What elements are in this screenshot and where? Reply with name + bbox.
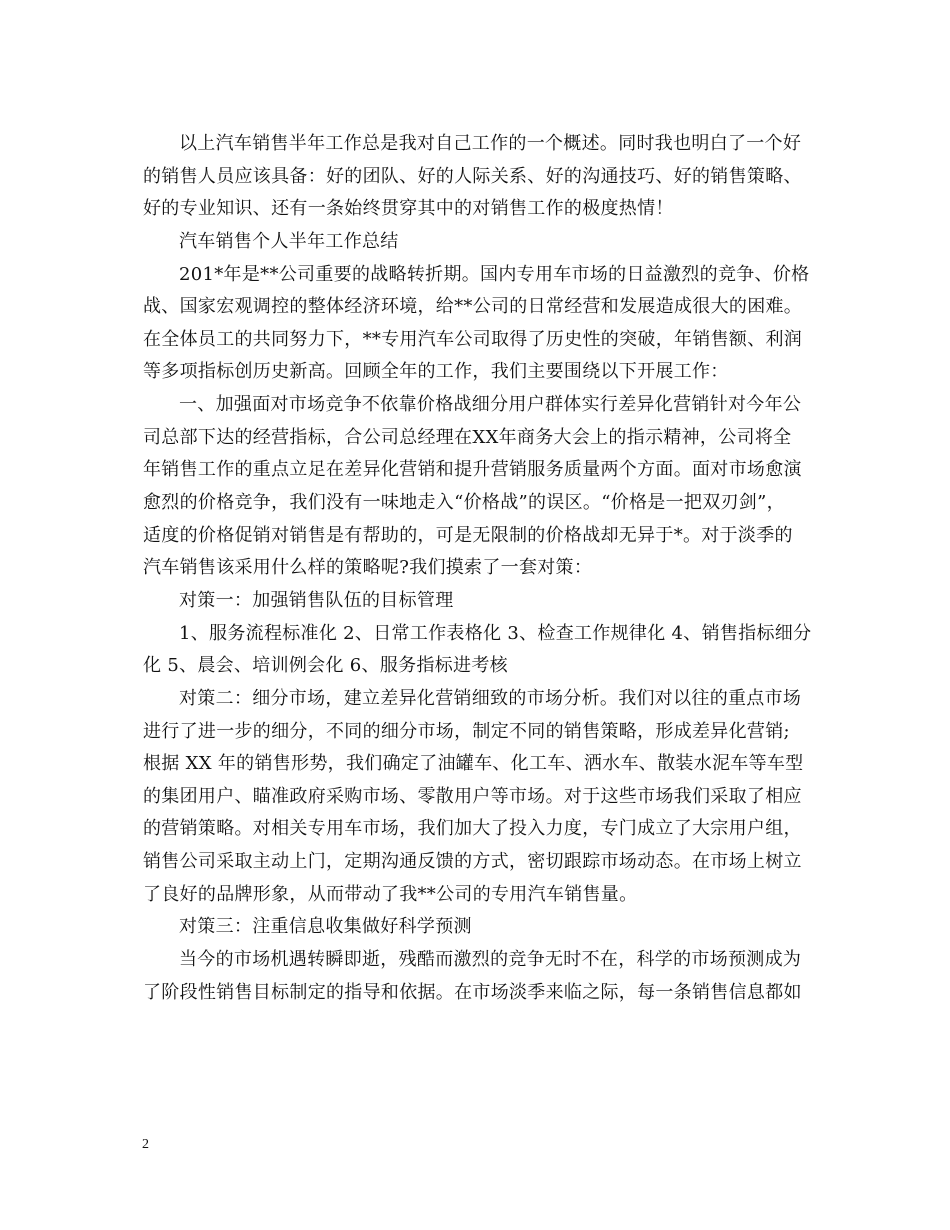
text-line: 的销售人员应该具备：好的团队、好的人际关系、好的沟通技巧、好的销售策略、 xyxy=(143,165,802,187)
text-line: 销售公司采取主动上门，定期沟通反馈的方式，密切跟踪市场动态。在市场上树立 xyxy=(143,851,802,873)
text-line: 司总部下达的经营指标，合公司总经理在XX年商务大会上的指示精神，公司将全 xyxy=(143,426,792,448)
text-line: 年销售工作的重点立足在差异化营销和提升营销服务质量两个方面。面对市场愈演 xyxy=(143,459,802,481)
text-line: 的集团用户、瞄准政府采购市场、零散用户等市场。对于这些市场我们采取了相应 xyxy=(143,785,802,807)
text-line: 愈烈的价格竞争，我们没有一味地走入“价格战”的误区。“价格是一把双刃剑”， xyxy=(143,492,785,514)
text-line: 201*年是**公司重要的战略转折期。国内专用车市场的日益激烈的竞争、价格 xyxy=(179,263,810,285)
text-line: 1、服务流程标准化 2、日常工作表格化 3、检查工作规律化 4、销售指标细分 xyxy=(179,622,812,644)
text-line: 汽车销售个人半年工作总结 xyxy=(179,230,399,252)
text-line: 根据 XX 年的销售形势，我们确定了油罐车、化工车、洒水车、散装水泥车等车型 xyxy=(143,753,804,775)
text-line: 进行了进一步的细分，不同的细分市场，制定不同的销售策略，形成差异化营销; xyxy=(143,720,790,742)
text-line: 等多项指标创历史新高。回顾全年的工作，我们主要围绕以下开展工作： xyxy=(143,361,729,383)
text-line: 好的专业知识、还有一条始终贯穿其中的对销售工作的极度热情！ xyxy=(143,198,674,220)
text-line: 以上汽车销售半年工作总是我对自己工作的一个概述。同时我也明白了一个好 xyxy=(179,133,802,154)
text-line: 化 5、晨会、培训例会化 6、服务指标进考核 xyxy=(143,655,508,677)
text-line: 了阶段性销售目标制定的指导和依据。在市场淡季来临之际，每一条销售信息都如 xyxy=(143,981,802,1003)
text-line: 对策三：注重信息收集做好科学预测 xyxy=(179,916,472,938)
text-line: 了良好的品牌形象，从而带动了我**公司的专用汽车销售量。 xyxy=(143,883,638,905)
text-line: 战、国家宏观调控的整体经济环境，给**公司的日常经营和发展造成很大的困难。 xyxy=(143,296,803,318)
text-line: 一、加强面对市场竞争不依靠价格战细分用户群体实行差异化营销针对今年公 xyxy=(179,394,802,416)
text-line: 在全体员工的共同努力下，**专用汽车公司取得了历史性的突破，年销售额、利润 xyxy=(143,328,803,350)
text-line: 当今的市场机遇转瞬即逝，残酷而激烈的竞争无时不在，科学的市场预测成为 xyxy=(179,949,802,971)
text-line: 的营销策略。对相关专用车市场，我们加大了投入力度，专门成立了大宗用户组， xyxy=(143,818,802,840)
text-line: 对策二：细分市场，建立差异化营销细致的市场分析。我们对以往的重点市场 xyxy=(179,687,802,709)
document-body xyxy=(143,128,812,1009)
text-line: 汽车销售该采用什么样的策略呢?我们摸索了一套对策： xyxy=(143,557,593,579)
text-line: 对策一：加强销售队伍的目标管理 xyxy=(179,589,454,611)
page-number: 2 xyxy=(142,1137,149,1152)
text-line: 适度的价格促销对销售是有帮助的，可是无限制的价格战却无异于*。对于淡季的 xyxy=(143,524,793,546)
